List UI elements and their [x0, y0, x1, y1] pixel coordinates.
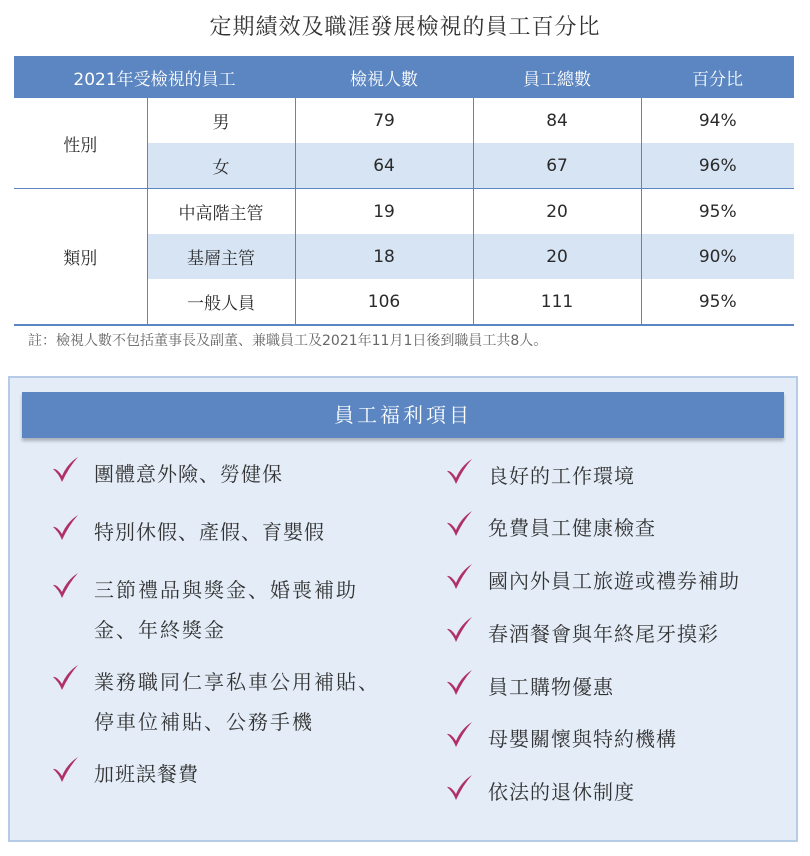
header-percent: 百分比	[641, 56, 794, 98]
benefit-item	[50, 754, 199, 794]
group-label-gender: 性別	[14, 98, 147, 189]
benefit-item	[50, 570, 358, 650]
benefit-item	[444, 772, 635, 812]
benefit-text: 團體意外險、勞健保	[94, 462, 283, 486]
checkmark-icon	[444, 456, 474, 486]
benefit-item	[444, 719, 677, 759]
checkmark-icon	[444, 561, 474, 591]
checkmark-icon	[50, 662, 80, 692]
checkmark-icon	[50, 454, 80, 484]
row-total: 67	[473, 143, 641, 189]
benefit-item	[444, 614, 719, 654]
benefit-text: 良好的工作環境	[488, 464, 635, 488]
row-reviewed: 18	[295, 234, 473, 279]
row-total: 20	[473, 189, 641, 235]
checkmark-icon	[444, 719, 474, 749]
benefit-item	[50, 662, 380, 742]
header-employees: 2021年受檢視的員工	[14, 56, 295, 98]
checkmark-icon	[50, 754, 80, 784]
table-row	[14, 189, 794, 235]
row-total: 20	[473, 234, 641, 279]
row-total: 84	[473, 98, 641, 143]
row-reviewed: 106	[295, 279, 473, 325]
row-percent: 94%	[698, 110, 737, 131]
row-reviewed: 19	[295, 189, 473, 235]
row-percent: 96%	[641, 143, 794, 189]
row-reviewed: 79	[295, 98, 473, 143]
row-sub-label: 男	[147, 98, 295, 143]
benefit-text: 特別休假、產假、育嬰假	[94, 520, 325, 544]
row-sub-label: 一般人員	[147, 279, 295, 325]
benefit-text: 國內外員工旅遊或禮券補助	[488, 569, 740, 593]
row-percent: 95%	[698, 201, 737, 222]
row-sub-label: 女	[147, 143, 295, 189]
benefit-text: 母嬰關懷與特約機構	[488, 727, 677, 751]
benefit-text: 春酒餐會與年終尾牙摸彩	[488, 622, 719, 646]
checkmark-icon	[444, 772, 474, 802]
table-header-row	[14, 56, 794, 98]
table-footnote: 註：檢視人數不包括董事長及副董、兼職員工及2021年11月1日後到職員工共8人。	[28, 333, 548, 349]
benefit-item	[444, 508, 656, 548]
benefit-text: 依法的退休制度	[488, 780, 635, 804]
benefit-text: 三節禮品與獎金、婚喪補助 金、年終獎金	[94, 578, 358, 642]
review-table	[14, 56, 794, 326]
checkmark-icon	[50, 512, 80, 542]
benefit-text: 免費員工健康檢查	[488, 516, 656, 540]
row-reviewed: 64	[295, 143, 473, 189]
group-label-category: 類別	[14, 189, 147, 326]
benefit-item	[50, 454, 283, 494]
checkmark-icon	[50, 570, 80, 600]
table-row	[14, 98, 794, 143]
row-percent: 95%	[698, 291, 737, 312]
row-total: 111	[473, 279, 641, 325]
benefit-text: 加班誤餐費	[94, 762, 199, 786]
benefit-item	[444, 667, 614, 707]
row-sub-label: 基層主管	[147, 234, 295, 279]
header-total: 員工總數	[473, 56, 641, 98]
benefit-text: 業務職同仁享私車公用補貼、 停車位補貼、公務手機	[94, 670, 380, 734]
checkmark-icon	[444, 508, 474, 538]
checkmark-icon	[444, 614, 474, 644]
benefits-title: 員工福利項目	[22, 392, 784, 438]
benefit-item	[444, 456, 635, 496]
row-percent: 90%	[641, 234, 794, 279]
benefit-item	[50, 512, 325, 552]
benefit-item	[444, 561, 740, 601]
row-sub-label: 中高階主管	[147, 189, 295, 235]
header-reviewed: 檢視人數	[295, 56, 473, 98]
checkmark-icon	[444, 667, 474, 697]
benefits-panel	[8, 376, 798, 842]
benefit-text: 員工購物優惠	[488, 675, 614, 699]
page-title: 定期績效及職涯發展檢視的員工百分比	[209, 15, 601, 40]
